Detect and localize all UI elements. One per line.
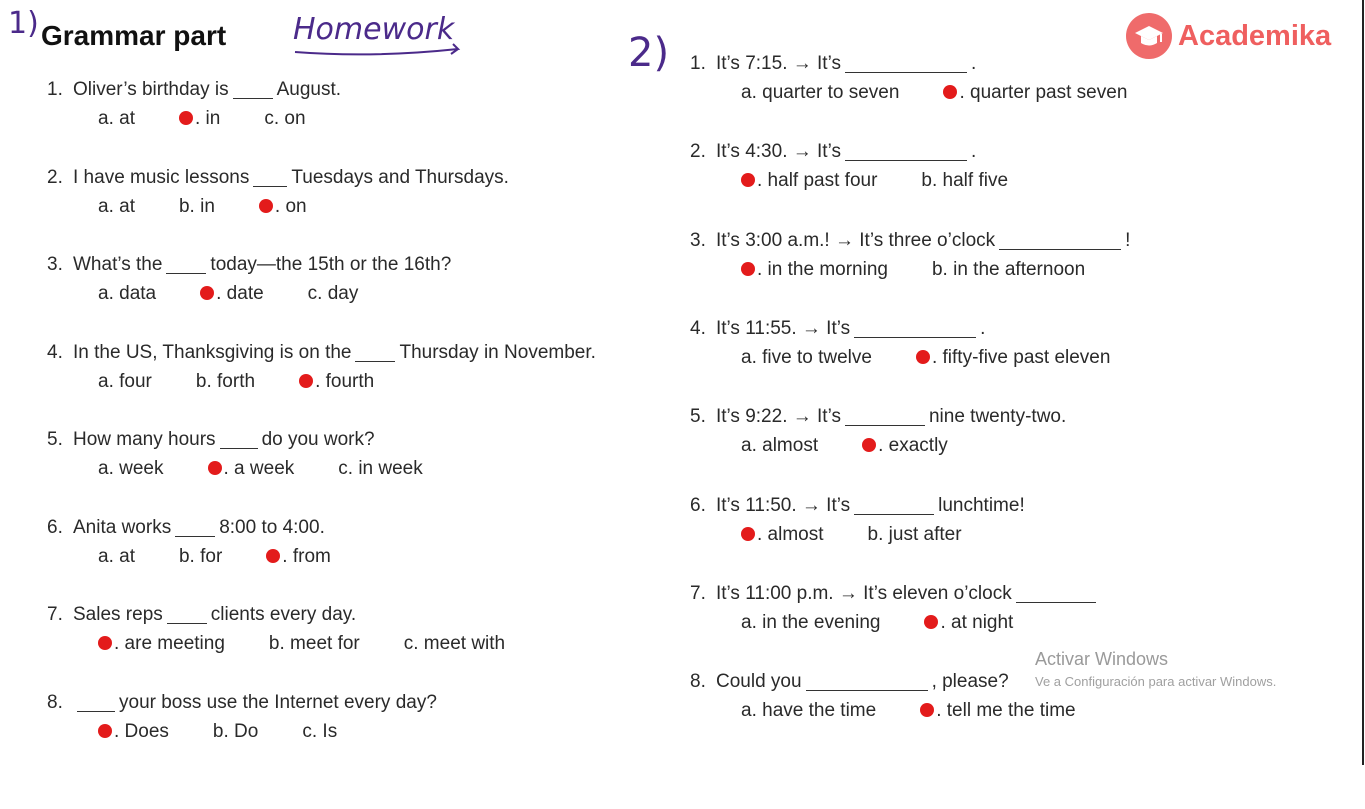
option-row xyxy=(98,196,351,218)
question-text-after: Tuesdays and Thursdays. xyxy=(291,166,509,188)
option-text: exactly xyxy=(883,435,948,457)
option-text: in the morning xyxy=(762,258,888,280)
option-row xyxy=(98,546,375,568)
question-number: 3. xyxy=(690,229,706,251)
option-text: at night xyxy=(945,611,1014,633)
option-text: in week xyxy=(353,458,423,479)
option-marker: b. xyxy=(931,258,948,280)
option-marker: a. xyxy=(741,435,757,457)
question-text-before: It’s 7:15. → It’s xyxy=(716,53,841,74)
option[interactable] xyxy=(98,108,135,130)
option-marker: c. xyxy=(338,458,354,479)
question xyxy=(47,254,451,276)
option-marker: c. xyxy=(264,108,280,129)
selected-option[interactable]: . in the morning xyxy=(741,259,888,281)
red-dot-mark-icon xyxy=(916,350,930,364)
question-text-after: August. xyxy=(276,79,342,100)
option-row xyxy=(98,633,549,655)
question-number: 1. xyxy=(47,79,63,100)
selected-option[interactable]: . in xyxy=(179,108,220,130)
option-text: are meeting xyxy=(119,633,225,654)
option-marker: c. xyxy=(307,283,323,304)
question-number: 3. xyxy=(47,254,63,275)
question xyxy=(690,406,1066,428)
red-dot-mark-icon xyxy=(98,724,112,738)
option[interactable] xyxy=(98,371,152,393)
option-marker: a. xyxy=(98,108,114,129)
question-text-after: . xyxy=(970,141,977,163)
red-dot-mark-icon xyxy=(924,615,938,629)
option-text: four xyxy=(113,370,152,392)
option[interactable] xyxy=(98,196,135,218)
option[interactable] xyxy=(338,458,422,480)
option-text: meet for xyxy=(284,633,360,654)
question-text-before: Oliver’s birthday is xyxy=(73,79,229,100)
red-dot-mark-icon xyxy=(179,111,193,125)
question-text-after: 8:00 to 4:00. xyxy=(219,516,325,538)
question xyxy=(47,692,437,714)
answer-blank xyxy=(854,323,976,338)
option-row xyxy=(98,721,381,743)
red-dot-mark-icon xyxy=(266,549,280,563)
option-text: five to twelve xyxy=(756,346,872,368)
question-text-before: What’s the xyxy=(73,254,163,275)
question xyxy=(690,583,1100,605)
answer-blank xyxy=(166,259,206,274)
option[interactable] xyxy=(921,170,1008,192)
red-dot-mark-icon xyxy=(98,636,112,650)
question-text-after: clients every day. xyxy=(210,604,357,625)
selected-option[interactable]: . quarter past seven xyxy=(943,82,1127,104)
option-row xyxy=(98,283,402,305)
question-number: 1. xyxy=(690,53,706,74)
option-marker: a. xyxy=(98,195,114,217)
option-text: half past four xyxy=(762,170,878,192)
option-text: a week xyxy=(228,458,295,479)
option-marker: b. xyxy=(867,523,884,545)
option[interactable] xyxy=(302,721,337,743)
question-number: 8. xyxy=(690,671,706,693)
question-text-before: It’s 4:30. → It’s xyxy=(716,141,841,163)
option-text: data xyxy=(113,283,157,304)
question-text-before: I have music lessons xyxy=(73,166,250,188)
option[interactable] xyxy=(269,633,360,655)
question xyxy=(690,141,976,163)
red-dot-mark-icon xyxy=(208,461,222,475)
selected-option[interactable]: . fifty-five past eleven xyxy=(916,347,1110,369)
question-text-after: . xyxy=(980,317,986,339)
question-text-before: Could you xyxy=(716,671,802,693)
selected-option[interactable]: . date xyxy=(200,283,264,305)
option-text: in the evening xyxy=(756,611,881,633)
question xyxy=(690,53,976,75)
question xyxy=(690,318,985,340)
option-text: day xyxy=(322,283,359,304)
option-text: half five xyxy=(937,170,1009,192)
option[interactable] xyxy=(404,633,505,655)
option-row xyxy=(741,259,1129,281)
question-text-after: do you work? xyxy=(261,429,375,450)
option-row xyxy=(98,108,350,130)
activation-watermark-subtitle: Ve a Configuración para activar Windows. xyxy=(1035,674,1277,689)
homework-handwritten-label: Homework xyxy=(293,12,455,47)
question xyxy=(47,167,509,189)
option-text: at xyxy=(113,545,135,567)
option-text: quarter past seven xyxy=(964,82,1128,103)
selected-option[interactable]: . exactly xyxy=(862,435,948,457)
question-text-after: today—the 15th or the 16th? xyxy=(210,254,452,275)
red-dot-mark-icon xyxy=(862,438,876,452)
option-text: forth xyxy=(211,370,256,392)
option-text: tell me the time xyxy=(941,700,1076,722)
academika-logo xyxy=(1126,13,1331,59)
question xyxy=(47,79,341,101)
answer-blank xyxy=(845,411,925,426)
option-marker: c. xyxy=(302,720,318,742)
question-number: 4. xyxy=(690,317,706,339)
option-text: just after xyxy=(883,523,962,545)
option-text: at xyxy=(113,108,135,129)
answer-blank xyxy=(175,522,215,537)
option-row xyxy=(98,458,467,480)
question xyxy=(690,230,1130,252)
option-text: have the time xyxy=(756,700,877,722)
option-text: fifty-five past eleven xyxy=(937,346,1111,368)
question-text-after: . xyxy=(970,53,977,74)
answer-blank xyxy=(220,434,258,449)
question-number: 2. xyxy=(690,141,706,163)
question xyxy=(690,671,1009,693)
selected-option[interactable]: . from xyxy=(266,546,331,568)
question-text-after: ! xyxy=(1125,229,1131,251)
option[interactable] xyxy=(741,700,876,722)
question-text-after: nine twenty-two. xyxy=(928,406,1067,428)
homework-underline xyxy=(293,40,465,58)
selected-option[interactable]: . on xyxy=(259,196,307,218)
option-text: in xyxy=(200,108,221,129)
question-text-before: It’s 3:00 a.m.! → It’s three o’clock xyxy=(716,229,996,251)
question-number: 5. xyxy=(690,406,706,428)
option-row xyxy=(98,371,418,393)
activation-watermark-title: Activar Windows xyxy=(1035,649,1169,669)
option-text: for xyxy=(194,545,223,567)
option[interactable] xyxy=(308,283,359,305)
selected-option[interactable]: . tell me the time xyxy=(920,700,1075,722)
option[interactable] xyxy=(196,371,255,393)
question xyxy=(47,517,325,539)
question-number: 6. xyxy=(47,516,63,538)
option-text: in the afternoon xyxy=(947,258,1086,280)
red-dot-mark-icon xyxy=(259,199,273,213)
question-text-before: It’s 9:22. → It’s xyxy=(716,406,841,428)
graduation-cap-icon xyxy=(1126,13,1172,59)
option-row xyxy=(741,435,992,457)
selected-option[interactable]: . fourth xyxy=(299,371,374,393)
selected-option[interactable]: . almost xyxy=(741,524,824,546)
red-dot-mark-icon xyxy=(299,374,313,388)
option-text: on xyxy=(280,195,307,217)
option[interactable] xyxy=(179,546,222,568)
red-dot-mark-icon xyxy=(741,527,755,541)
selected-option[interactable]: . a week xyxy=(208,458,295,480)
option-text: from xyxy=(287,545,331,567)
selected-option[interactable]: . Does xyxy=(98,721,169,743)
option-text: meet with xyxy=(418,633,506,654)
answer-blank xyxy=(845,146,967,161)
option-text: Do xyxy=(228,720,259,742)
question-text-after: your boss use the Internet every day? xyxy=(119,691,437,713)
question-text-after: , please? xyxy=(931,671,1009,693)
red-dot-mark-icon xyxy=(920,703,934,717)
part-two-handwritten-mark: 2) xyxy=(628,30,670,76)
option-row xyxy=(741,612,1057,634)
option-text: date xyxy=(221,283,264,304)
option[interactable] xyxy=(741,435,818,457)
page-edge-divider xyxy=(1362,0,1364,765)
selected-option[interactable]: . half past four xyxy=(741,170,877,192)
option-marker: a. xyxy=(741,82,757,103)
option[interactable] xyxy=(264,108,305,130)
option[interactable] xyxy=(741,82,899,104)
option-marker: b. xyxy=(195,370,212,392)
question xyxy=(47,342,596,364)
selected-option[interactable]: . are meeting xyxy=(98,633,225,655)
option[interactable] xyxy=(98,283,156,305)
question xyxy=(47,429,375,451)
option-text: on xyxy=(279,108,306,129)
page-title: Grammar part xyxy=(41,20,227,51)
option-marker: c. xyxy=(403,633,419,654)
option-marker: b. xyxy=(178,195,195,217)
option-marker: a. xyxy=(98,283,114,304)
option-text: Is xyxy=(317,720,338,742)
option-marker: a. xyxy=(98,370,114,392)
option[interactable] xyxy=(98,458,164,480)
answer-blank xyxy=(355,347,395,362)
question-text-before: It’s 11:50. → It’s xyxy=(716,494,851,516)
option[interactable] xyxy=(98,546,135,568)
question-number: 5. xyxy=(47,429,63,450)
answer-blank xyxy=(167,609,207,624)
option[interactable] xyxy=(213,721,258,743)
answer-blank xyxy=(854,500,934,515)
answer-blank xyxy=(1016,588,1096,603)
option[interactable] xyxy=(741,612,880,634)
question-number: 7. xyxy=(690,582,706,604)
question-text-before: It’s 11:55. → It’s xyxy=(716,317,851,339)
option-text: in xyxy=(194,195,215,217)
part-one-handwritten-mark: 1) xyxy=(8,6,39,41)
question-number: 6. xyxy=(690,494,706,516)
question xyxy=(47,604,356,626)
answer-blank xyxy=(233,84,273,99)
question-number: 8. xyxy=(47,691,63,713)
option[interactable] xyxy=(932,259,1085,281)
option-text: at xyxy=(113,195,135,217)
answer-blank xyxy=(806,676,928,691)
option-text: almost xyxy=(756,435,819,457)
option[interactable] xyxy=(179,196,215,218)
option-row xyxy=(741,170,1052,192)
option-marker: a. xyxy=(741,346,757,368)
question-text-after: lunchtime! xyxy=(938,494,1025,516)
option-row xyxy=(741,524,1006,546)
option-marker: b. xyxy=(268,633,285,654)
option-row xyxy=(741,347,1154,369)
question-text-before: Anita works xyxy=(73,516,172,538)
option-text: quarter to seven xyxy=(756,82,900,103)
question-number: 4. xyxy=(47,341,63,363)
question-number: 7. xyxy=(47,604,63,625)
option-marker: a. xyxy=(741,611,757,633)
brand-name: Academika xyxy=(1178,19,1332,52)
question-number: 2. xyxy=(47,166,63,188)
option-marker: a. xyxy=(741,700,757,722)
answer-blank xyxy=(999,235,1121,250)
option-marker: a. xyxy=(98,545,114,567)
question-text-after: Thursday in November. xyxy=(399,341,596,363)
question-text-before: How many hours xyxy=(73,429,216,450)
option-row xyxy=(741,82,1171,104)
red-dot-mark-icon xyxy=(943,85,957,99)
option-text: almost xyxy=(762,523,824,545)
answer-blank xyxy=(253,172,287,187)
question-text-before: Sales reps xyxy=(73,604,163,625)
option-text: Does xyxy=(119,720,169,742)
question-text-before: It’s 11:00 p.m. → It’s eleven o’clock xyxy=(716,582,1012,604)
red-dot-mark-icon xyxy=(741,262,755,276)
option[interactable] xyxy=(868,524,962,546)
option[interactable] xyxy=(741,347,872,369)
answer-blank xyxy=(845,58,967,73)
red-dot-mark-icon xyxy=(200,286,214,300)
question-text-before: In the US, Thanksgiving is on the xyxy=(73,341,352,363)
option-row xyxy=(741,700,1120,722)
selected-option[interactable]: . at night xyxy=(924,612,1013,634)
answer-blank xyxy=(77,697,115,712)
option-marker: b. xyxy=(212,720,229,742)
red-dot-mark-icon xyxy=(741,173,755,187)
option-text: week xyxy=(113,458,164,479)
question xyxy=(690,495,1025,517)
option-marker: a. xyxy=(98,458,114,479)
option-marker: b. xyxy=(178,545,195,567)
option-text: fourth xyxy=(320,370,375,392)
option-marker: b. xyxy=(921,170,938,192)
